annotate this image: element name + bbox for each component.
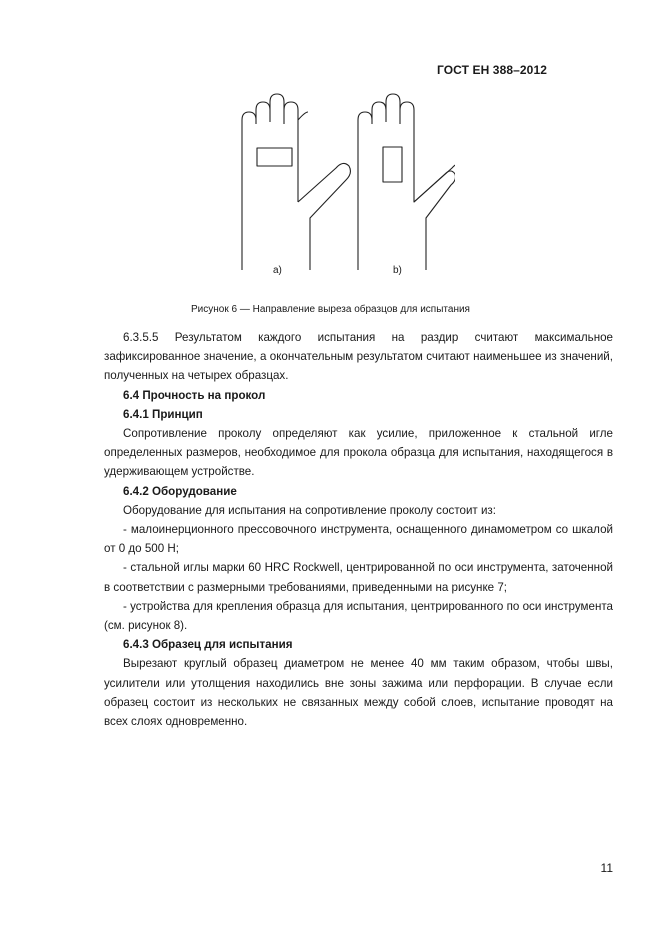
glove-b-outline — [358, 94, 455, 270]
heading-6-4-1: 6.4.1 Принцип — [123, 407, 203, 421]
document-body — [104, 328, 613, 731]
glove-a-outline — [242, 94, 350, 270]
list-item-1: - малоинерционного прессовочного инструмента, оснащенного динамометром со шкалой от 0 до 500 Н; — [104, 523, 613, 556]
figure-gloves — [225, 90, 455, 280]
heading-6-4-2: 6.4.2 Оборудование — [123, 484, 237, 498]
glove-drawings — [225, 90, 455, 280]
glove-a-specimen — [257, 148, 292, 166]
page-number: 11 — [600, 861, 613, 875]
paragraph-6-4-1: Сопротивление проколу определяют как усилие, приложенное к стальной игле определенных размеров, необходимое для прокола образца для испытания, находящегося в удерживающем устройстве. — [104, 427, 613, 479]
list-item-2: - стальной иглы марки 60 HRC Rockwell, центрированной по оси инструмента, заточенной в соответствии с размерными требованиями, приведенными на рисунке 7; — [104, 561, 613, 594]
figure-caption: Рисунок 6 — Направление выреза образцов для испытания — [191, 304, 470, 315]
paragraph-6-3-5-5: 6.3.5.5 Результатом каждого испытания на раздир считают максимальное зафиксированное значение, а окончательным результатом считают наименьшее из значений, полученных на четырех образцах. — [104, 331, 613, 383]
figure-label-b: b) — [393, 265, 402, 276]
paragraph-6-4-3: Вырезают круглый образец диаметром не менее 40 мм таким образом, чтобы швы, усилители или утолщения находились вне зоны зажима или перфорации. В случае если образец состоит из нескольких не связанных между собой слоев, испытание проводят на всех слоях одновременно. — [104, 657, 613, 729]
paragraph-6-4-2: Оборудование для испытания на сопротивление проколу состоит из: — [123, 503, 496, 517]
list-item-3: - устройства для крепления образца для испытания, центрированного по оси инструмента (см. рисунок 8). — [104, 599, 613, 633]
figure-label-a: а) — [273, 265, 282, 276]
document-code: ГОСТ ЕН 388–2012 — [436, 63, 547, 77]
heading-6-4-3: 6.4.3 Образец для испытания — [123, 638, 293, 652]
glove-b-specimen — [383, 147, 402, 182]
heading-6-4: 6.4 Прочность на прокол — [123, 388, 266, 402]
